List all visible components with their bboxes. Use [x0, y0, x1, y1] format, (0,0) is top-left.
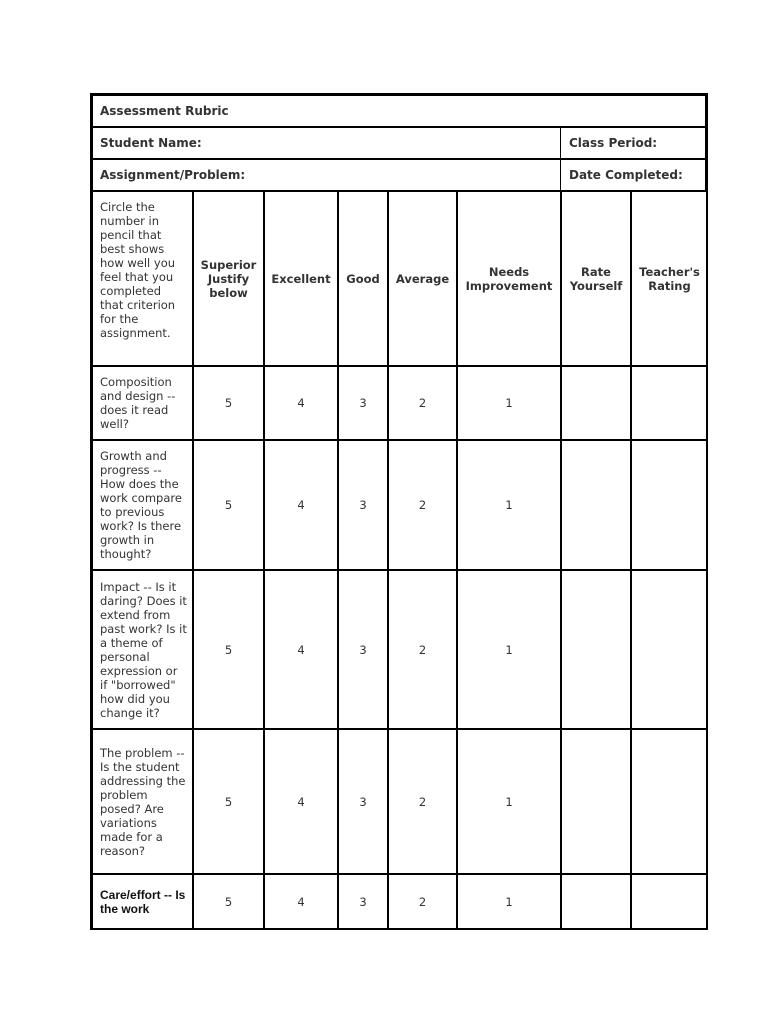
- rate-yourself-cell[interactable]: [561, 729, 631, 874]
- student-row-divider: [560, 128, 561, 158]
- teachers-rating-cell[interactable]: [631, 570, 708, 729]
- date-completed-label: Date Completed:: [569, 168, 683, 182]
- criterion-cell: Impact -- Is it daring? Does it extend from past work? Is it a theme of personal expression or if "borrowed" how did you change it?: [92, 570, 193, 729]
- teachers-rating-cell[interactable]: [631, 874, 708, 930]
- assignment-row-divider: [560, 160, 561, 190]
- student-name-label: Student Name:: [100, 136, 202, 150]
- criterion-cell: Care/effort -- Is the work: [92, 874, 193, 930]
- score-cell: 2: [388, 440, 457, 570]
- class-period-label: Class Period:: [569, 136, 658, 150]
- score-cell: 5: [193, 874, 264, 930]
- score-cell: 1: [457, 874, 561, 930]
- needs-improvement-header: Needs Improvement: [457, 191, 561, 366]
- score-cell: 4: [264, 874, 338, 930]
- score-cell: 1: [457, 729, 561, 874]
- rate-yourself-cell[interactable]: [561, 874, 631, 930]
- criterion-cell: The problem -- Is the student addressing the problem posed? Are variations made for a reason?: [92, 729, 193, 874]
- criterion-cell: Composition and design -- does it read well?: [92, 366, 193, 440]
- teachers-rating-cell[interactable]: [631, 366, 708, 440]
- average-header: Average: [388, 191, 457, 366]
- title-row: [92, 95, 706, 127]
- score-cell: 2: [388, 570, 457, 729]
- good-header: Good: [338, 191, 388, 366]
- score-cell: 3: [338, 729, 388, 874]
- score-cell: 5: [193, 570, 264, 729]
- score-cell: 5: [193, 366, 264, 440]
- score-cell: 3: [338, 366, 388, 440]
- excellent-header: Excellent: [264, 191, 338, 366]
- assignment-row: [92, 159, 706, 191]
- rubric-title: Assessment Rubric: [100, 104, 229, 118]
- assessment-rubric-table: [90, 93, 708, 930]
- score-cell: 1: [457, 440, 561, 570]
- teachers-rating-header: Teacher's Rating: [631, 191, 708, 366]
- criterion-cell: Growth and progress -- How does the work compare to previous work? Is there growth in thought?: [92, 440, 193, 570]
- score-cell: 5: [193, 729, 264, 874]
- teachers-rating-cell[interactable]: [631, 440, 708, 570]
- score-cell: 1: [457, 570, 561, 729]
- student-name-row: [92, 127, 706, 159]
- rate-yourself-cell[interactable]: [561, 366, 631, 440]
- score-cell: 4: [264, 570, 338, 729]
- superior-header: Superior Justify below: [193, 191, 264, 366]
- score-cell: 3: [338, 570, 388, 729]
- score-cell: 4: [264, 440, 338, 570]
- assignment-label: Assignment/Problem:: [100, 168, 246, 182]
- teachers-rating-cell[interactable]: [631, 729, 708, 874]
- score-cell: 3: [338, 440, 388, 570]
- score-cell: 4: [264, 729, 338, 874]
- score-cell: 2: [388, 874, 457, 930]
- score-cell: 3: [338, 874, 388, 930]
- rate-yourself-cell[interactable]: [561, 440, 631, 570]
- score-cell: 2: [388, 366, 457, 440]
- score-cell: 4: [264, 366, 338, 440]
- rate-yourself-cell[interactable]: [561, 570, 631, 729]
- score-cell: 5: [193, 440, 264, 570]
- score-cell: 1: [457, 366, 561, 440]
- instruction-header: Circle the number in pencil that best shows how well you feel that you completed that criterion for the assignment.: [92, 191, 193, 366]
- rate-yourself-header: Rate Yourself: [561, 191, 631, 366]
- rubric-grid: [92, 191, 706, 928]
- score-cell: 2: [388, 729, 457, 874]
